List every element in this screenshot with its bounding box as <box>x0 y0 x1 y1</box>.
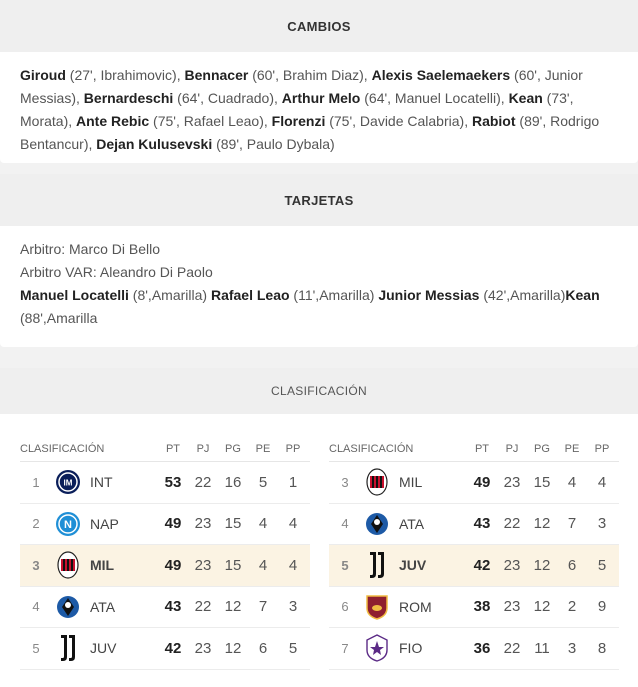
player-detail: (60', Junior Messias), <box>20 67 583 106</box>
header-pp: PP <box>285 442 301 455</box>
lost: 3 <box>597 515 607 533</box>
position: 7 <box>341 640 349 656</box>
standings-table-left <box>20 436 310 670</box>
lost: 5 <box>597 556 607 574</box>
header-pt: PT <box>165 442 181 455</box>
player-name: Bennacer <box>184 67 249 83</box>
drawn: 7 <box>567 515 577 533</box>
arbitro-var-text: Arbitro VAR: Aleandro Di Paolo <box>20 264 213 280</box>
lost: 5 <box>288 639 298 657</box>
player-detail: (64', Manuel Locatelli), <box>360 90 509 106</box>
played: 23 <box>194 639 212 657</box>
standings-row[interactable] <box>20 628 310 670</box>
played: 23 <box>503 473 521 491</box>
milan-crest-icon <box>361 467 393 497</box>
player-name: Bernardeschi <box>83 90 174 106</box>
header-pj: PJ <box>196 442 210 455</box>
won: 16 <box>224 473 242 491</box>
points: 36 <box>473 639 491 657</box>
clasificacion-title: CLASIFICACIÓN <box>0 368 638 414</box>
drawn: 4 <box>258 556 268 574</box>
lost: 1 <box>288 473 298 491</box>
player-name: Rafael Leao <box>210 287 290 303</box>
lost: 3 <box>288 598 298 616</box>
position: 3 <box>32 557 40 573</box>
points: 49 <box>473 473 491 491</box>
juventus-crest-icon <box>52 633 84 663</box>
standings-row[interactable] <box>20 462 310 504</box>
position: 4 <box>32 599 40 615</box>
lost: 9 <box>597 598 607 616</box>
player-name: Florenzi <box>271 113 326 129</box>
standings-row[interactable] <box>329 462 619 504</box>
napoli-crest-icon <box>52 509 84 539</box>
lost: 4 <box>288 556 298 574</box>
team-name[interactable]: JUV <box>399 557 427 574</box>
standings-row[interactable] <box>20 545 310 587</box>
standings-header <box>329 436 619 462</box>
team-name[interactable]: JUV <box>90 640 117 657</box>
won: 11 <box>534 639 550 657</box>
team-name[interactable]: NAP <box>90 515 119 532</box>
points: 49 <box>164 515 182 533</box>
played: 22 <box>503 515 521 533</box>
player-detail: (11',Amarilla) <box>289 287 379 303</box>
standings-row[interactable] <box>20 587 310 629</box>
cambios-list <box>0 52 638 170</box>
position: 4 <box>341 516 349 532</box>
played: 23 <box>194 515 212 533</box>
clasificacion-panel <box>0 368 638 687</box>
standings-table-right <box>329 436 619 670</box>
standings-row[interactable] <box>329 628 619 670</box>
team-name[interactable]: MIL <box>399 474 423 491</box>
player-detail: (88',Amarilla <box>20 310 98 326</box>
played: 22 <box>503 639 521 657</box>
position: 5 <box>32 640 40 656</box>
played: 23 <box>194 556 212 574</box>
player-detail: (42',Amarilla) <box>479 287 566 303</box>
player-detail: (8',Amarilla) <box>128 287 211 303</box>
played: 23 <box>503 556 521 574</box>
drawn: 6 <box>567 556 577 574</box>
header-pj: PJ <box>505 442 519 455</box>
position: 3 <box>341 474 349 490</box>
player-name: Dejan Kulusevski <box>96 136 213 152</box>
drawn: 4 <box>258 515 268 533</box>
points: 49 <box>164 556 182 574</box>
drawn: 2 <box>567 598 577 616</box>
tarjetas-body <box>0 226 638 344</box>
team-name[interactable]: ATA <box>90 598 116 615</box>
won: 15 <box>224 556 242 574</box>
player-detail: (27', Ibrahimovic), <box>65 67 185 83</box>
position: 5 <box>341 557 349 573</box>
team-name[interactable]: MIL <box>90 557 115 574</box>
drawn: 5 <box>258 473 268 491</box>
player-name: Manuel Locatelli <box>20 287 129 303</box>
won: 12 <box>224 639 242 657</box>
won: 12 <box>533 515 551 533</box>
header-label: CLASIFICACIÓN <box>329 442 414 455</box>
drawn: 7 <box>258 598 268 616</box>
player-name: Kean <box>565 287 600 303</box>
milan-crest-icon <box>52 550 84 580</box>
standings-row[interactable] <box>329 587 619 629</box>
header-pg: PG <box>225 442 241 455</box>
fiorentina-crest-icon <box>361 633 393 663</box>
arbitro-text: Arbitro: Marco Di Bello <box>20 241 161 257</box>
player-detail: (64', Cuadrado), <box>173 90 282 106</box>
tarjetas-panel <box>0 174 638 347</box>
player-name: Giroud <box>20 67 66 83</box>
player-detail: (89', Paulo Dybala) <box>212 136 335 152</box>
player-detail: (60', Brahim Diaz), <box>248 67 372 83</box>
player-detail: (75', Rafael Leao), <box>149 113 272 129</box>
tarjetas-title: TARJETAS <box>0 174 638 226</box>
svg-text:N: N <box>64 518 72 531</box>
team-name[interactable]: INT <box>90 474 113 491</box>
cards-list <box>20 284 618 330</box>
header-pg: PG <box>534 442 550 455</box>
player-name: Junior Messias <box>378 287 480 303</box>
inter-crest-icon <box>52 467 84 497</box>
standings-row[interactable] <box>20 504 310 546</box>
standings-row[interactable] <box>329 545 619 587</box>
points: 43 <box>164 598 182 616</box>
lost: 4 <box>597 473 607 491</box>
points: 38 <box>473 598 491 616</box>
drawn: 3 <box>567 639 577 657</box>
won: 12 <box>533 598 551 616</box>
team-name[interactable]: ATA <box>399 515 425 532</box>
points: 42 <box>164 639 182 657</box>
player-name: Kean <box>508 90 543 106</box>
svg-text:IM: IM <box>63 478 73 488</box>
position: 1 <box>32 474 40 490</box>
header-pp: PP <box>594 442 610 455</box>
drawn: 6 <box>258 639 268 657</box>
lost: 8 <box>597 639 607 657</box>
juventus-crest-icon <box>361 550 393 580</box>
header-pt: PT <box>474 442 490 455</box>
header-pe: PE <box>564 442 580 455</box>
player-name: Rabiot <box>471 113 516 129</box>
standings-row[interactable] <box>329 504 619 546</box>
roma-crest-icon <box>361 592 393 622</box>
won: 15 <box>224 515 242 533</box>
standings-header <box>20 436 310 462</box>
atalanta-crest-icon <box>52 592 84 622</box>
played: 23 <box>503 598 521 616</box>
cambios-panel <box>0 0 638 163</box>
lost: 4 <box>288 515 298 533</box>
team-name[interactable]: FIO <box>399 640 423 657</box>
cambios-title: CAMBIOS <box>0 0 638 52</box>
atalanta-crest-icon <box>361 509 393 539</box>
points: 43 <box>473 515 491 533</box>
points: 42 <box>473 556 491 574</box>
drawn: 4 <box>567 473 577 491</box>
player-detail: (73', Morata), <box>20 90 574 129</box>
won: 12 <box>224 598 242 616</box>
header-pe: PE <box>255 442 271 455</box>
points: 53 <box>164 473 182 491</box>
player-detail: (75', Davide Calabria), <box>325 113 472 129</box>
player-name: Ante Rebic <box>76 113 150 129</box>
played: 22 <box>194 473 212 491</box>
position: 2 <box>32 516 40 532</box>
player-name: Arthur Melo <box>281 90 361 106</box>
header-label: CLASIFICACIÓN <box>20 442 105 455</box>
won: 12 <box>533 556 551 574</box>
won: 15 <box>533 473 551 491</box>
team-name[interactable]: ROM <box>399 598 432 615</box>
played: 22 <box>194 598 212 616</box>
position: 6 <box>341 599 349 615</box>
player-detail: (89', Rodrigo Bentancur), <box>20 113 600 152</box>
player-name: Alexis Saelemaekers <box>371 67 511 83</box>
